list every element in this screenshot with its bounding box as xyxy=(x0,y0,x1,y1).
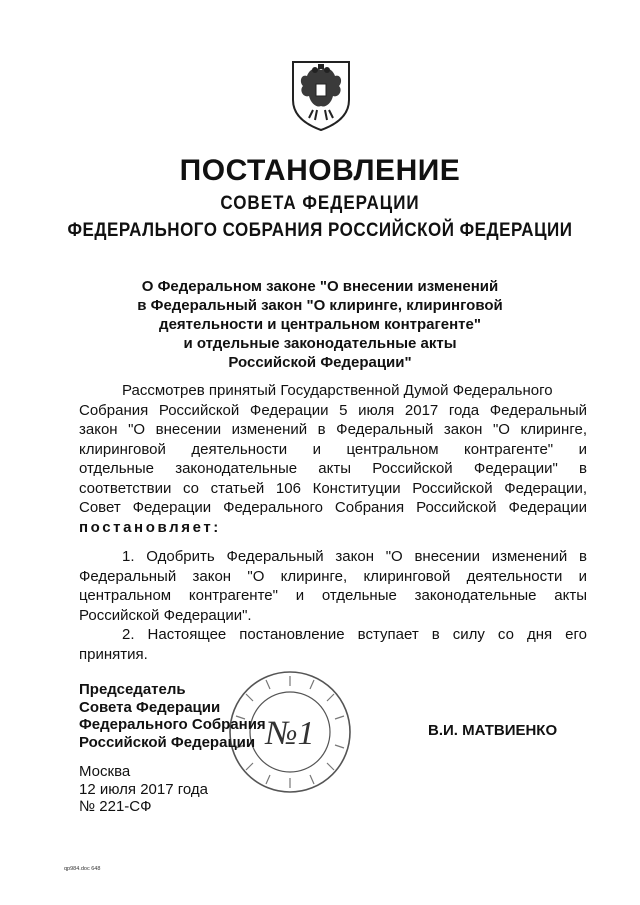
position-line: Совета Федерации xyxy=(79,698,221,716)
stamp-number: №1 xyxy=(265,715,315,752)
date: 12 июля 2017 года xyxy=(79,780,208,798)
position-line: Федерального Собрания xyxy=(79,716,266,733)
intro-line: отдельные законодательные акты Российской Федерации" в xyxy=(79,460,587,477)
signatory-name: В.И. МАТВИЕНКО xyxy=(428,722,558,739)
document-title: ПОСТАНОВЛЕНИЕ xyxy=(179,154,461,187)
item-1-line: Российской Федерации". xyxy=(79,606,252,624)
intro-line: клиринговой деятельности и центральном контрагенте" и xyxy=(79,440,587,458)
resolves-keyword: постановляет: xyxy=(79,518,221,536)
intro-line: Рассмотрев принятый Государственной Думой Федерального xyxy=(122,382,553,399)
position-line: Российской Федерации xyxy=(79,733,256,751)
position-line: Председатель xyxy=(79,681,186,698)
intro-line: закон "О внесении изменений в Федеральный закон "О клиринге, xyxy=(79,421,587,438)
intro-line: Совет Федерации Федерального Собрания Российской Федерации xyxy=(79,499,587,516)
coat-of-arms-icon xyxy=(289,56,353,132)
file-reference: qp984.doc 648 xyxy=(64,866,101,872)
subject-line: и отдельные законодательные акты xyxy=(183,335,457,352)
item-1-line: центральном контрагенте" и отдельные законодательные акты xyxy=(79,587,587,604)
place-and-date xyxy=(79,763,208,816)
item-2-line: 2. Настоящее постановление вступает в силу со дня его xyxy=(122,626,587,643)
signatory-position xyxy=(79,681,266,751)
document-subtitle-council: СОВЕТА ФЕДЕРАЦИИ xyxy=(220,191,420,214)
subject-line: деятельности и центральном контрагенте" xyxy=(159,316,481,333)
resolution-items xyxy=(79,547,587,664)
intro-line: Собрания Российской Федерации 5 июля 2017 года Федеральный xyxy=(79,401,587,419)
city: Москва xyxy=(79,763,131,780)
item-1-line: Федеральный закон "О клиринге, клиринговой деятельности и xyxy=(79,567,587,585)
intro-paragraph xyxy=(79,381,587,537)
resolution-subject xyxy=(90,277,550,372)
item-1-line: 1. Одобрить Федеральный закон "О внесении изменений в xyxy=(122,548,587,565)
item-2-line: принятия. xyxy=(79,645,148,663)
document-subtitle-assembly: ФЕДЕРАЛЬНОГО СОБРАНИЯ РОССИЙСКОЙ ФЕДЕРАЦИИ xyxy=(67,218,573,241)
intro-line: соответствии со статьей 106 Конституции Российской Федерации, xyxy=(79,479,587,497)
resolution-number: № 221-СФ xyxy=(79,798,152,815)
subject-line: О Федеральном законе "О внесении изменений xyxy=(141,278,499,295)
subject-line: Российской Федерации" xyxy=(228,354,412,371)
subject-line: в Федеральный закон "О клиринге, клиринговой xyxy=(137,297,503,314)
